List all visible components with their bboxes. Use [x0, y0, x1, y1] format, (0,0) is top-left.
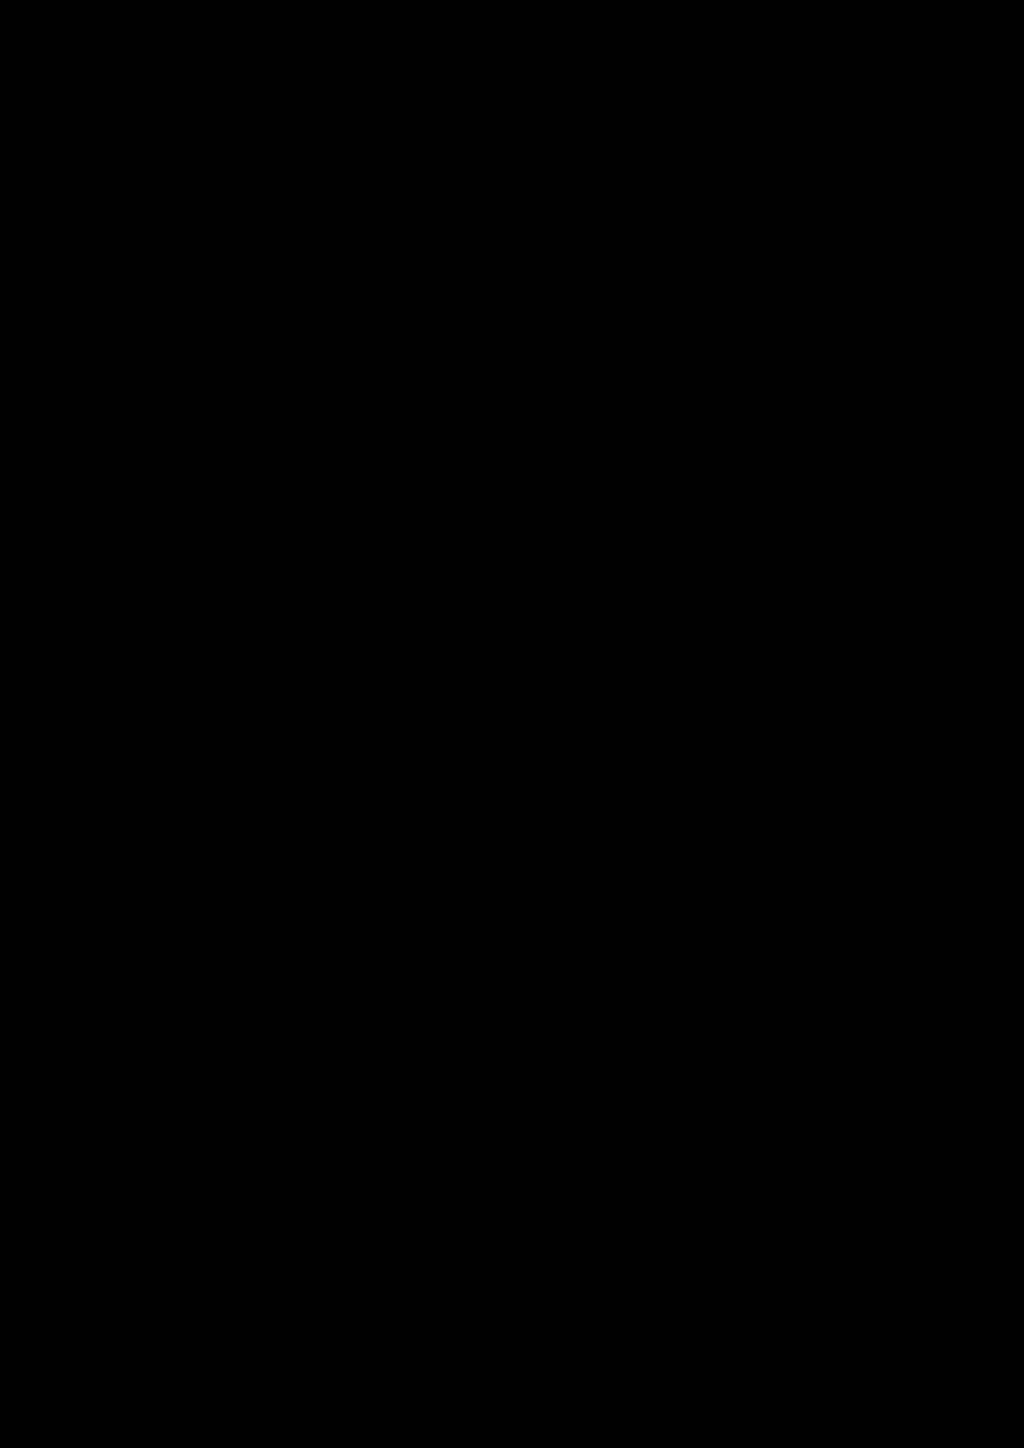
- bullet-icon: [185, 693, 191, 699]
- journal-title: ΕΦΗΜΕΡΙΔΑ ΤΗΣ ΚΥΒΕΡΝΗΣΕΩΣ: [513, 104, 737, 119]
- bullet-text: Τα δύο πρώτα ψηφία προσδιορίζουν τον Νομό στον οποίο βρίσκεται το πολύγωνο (βλ. Τεύχος «Κωδικοί Αριθμοί Νομών και ΟΤΑ της Χώρας», έκδοση ΟΚΧΕ 1997): [213, 518, 782, 590]
- section-d-label: δ): [166, 320, 182, 339]
- bullet-text: Τα δύο πρώτα ψηφία προσδιορίζουν τον Νομό στον οποίο βρίσκεται το πολύγωνο (βλ. Τεύχος «Κωδικοί Αριθμοί Νομών και ΟΤΑ της Χώρας», έκδοση ΟΚΧΕ 1997): [213, 951, 782, 1024]
- intro-paragraph: οποίος στον «Ιστορικό Ορθοφωτοχάρτη 1945 (1960)» είναι εννεαψήφιος και ονομάζεται «Κωδικός Ιστορικού Ορθοφωτοχάρτη 1945 (1960)», (ΚΑ_OLD) ενώ στον «Δασικό Χάρτη» είναι 10-ψήφιος και ονομάζεται «Δασικός Κωδικός Αριθμός», (ΔΚΑ).: [166, 169, 782, 268]
- bullet-icon: [185, 960, 191, 966]
- section-d-bullet-list: [166, 515, 782, 735]
- bullet-text: Τα πέντε τελευταία ψηφία αποτελούν τον αύξοντα αριθμό του πολυγώνου, εντός του ΟΤΑ.: [213, 1118, 782, 1164]
- section-d-title: «Κωδικός Αριθμός Ιστορικού Ορθοφωτοχάρτη 1945 (1960)» (ΚΑ_OLD): [166, 320, 782, 366]
- section-d-heading: [166, 316, 782, 370]
- bullet-text: Τα τρία επόμενα ψηφία προσδιορίζουν τον Δήμο ή την Κοινότητα (βλ. Τεύχος «Κωδικοί Αριθμοί Νομών και ΟΤΑ της Χώρας», έκδοση ΟΚΧΕ 1997): [213, 1048, 782, 1094]
- issue-reference: Τεύχος Β’ 2373/12.07.2017: [741, 104, 921, 121]
- bullet-icon: [185, 1126, 191, 1132]
- list-item: [166, 612, 782, 665]
- list-item: [166, 949, 782, 1029]
- section-e-heading: [166, 832, 782, 859]
- list-item: [166, 682, 782, 735]
- section-e-paragraph: Ο «Δασικός Κωδικός Αριθμός» (ΔΚΑ) είναι ένας δεκαψήφιος αριθμός που προσδιορίζει μοναδικά οποιοδήποτε πολύγωνο κάλυψης του «Δασικού Χάρτη» στον Ελληνικό χώρο και στον οποίο:: [166, 869, 782, 941]
- bullet-text: Τα τέσσερα τελευταία ψηφία αποτελούν τον αύξοντα αριθμό του πολυγώνου, εντός του ΟΤΑ.: [213, 684, 782, 730]
- bullet-icon: [185, 526, 191, 532]
- list-item: [166, 515, 782, 595]
- bullet-icon: [185, 1056, 191, 1062]
- section-e-label: ε): [166, 836, 180, 855]
- section-d-body: [166, 407, 782, 735]
- section-e-title: «Δασικός Κωδικός Αριθμός» (ΔΚΑ): [224, 836, 508, 855]
- section-e-body: [166, 866, 782, 1168]
- section-e-bullet-list: [166, 949, 782, 1169]
- header-divider: [103, 124, 921, 125]
- section-e-heading-block: [166, 832, 782, 859]
- list-item: [166, 1115, 782, 1168]
- list-item: [166, 1045, 782, 1098]
- page-number: 24024: [103, 103, 151, 122]
- bullet-icon: [185, 623, 191, 629]
- section-d-paragraph: Ο «Κωδικός Αριθμός Ιστορικού Ορθοφωτοχάρτη 1945 ή 1960», (ΚΑ_OLD), είναι ένας εννεαψήφιος αριθμός που προσδιορίζει μοναδικά οποιοδήποτε πολύγωνο κάλυψης του «Ιστορικού Ορθοφωτοχάρτη 1945 (1960)» στον Ελληνικό χώρο και στον οποίο:: [166, 410, 782, 509]
- intro-block: [166, 166, 782, 272]
- bullet-text: Τα τρία επόμενα ψηφία προσδιορίζουν τον Δήμο ή την Κοινότητα (βλ. Τεύχος «Κωδικοί Αριθμοί Νομών και ΟΤΑ της Χώρας», έκδοση ΟΚΧΕ 1997): [213, 614, 782, 660]
- section-d-heading-block: [166, 316, 782, 370]
